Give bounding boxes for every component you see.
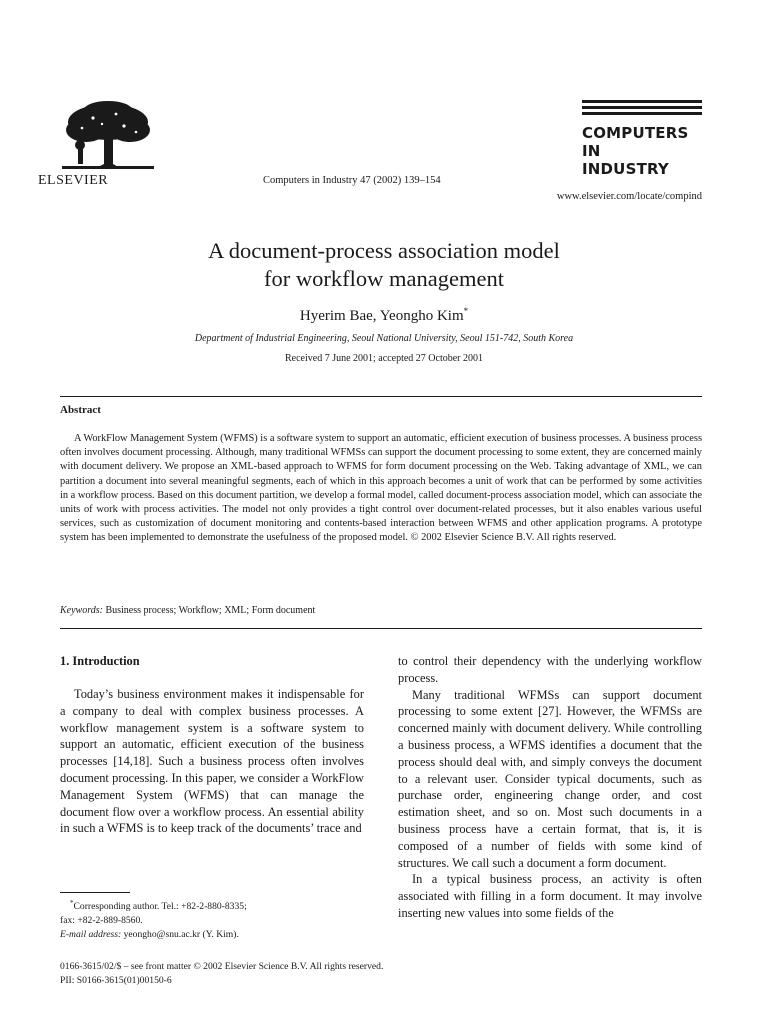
intro-paragraph-2: Many traditional WFMSs can support document processing to some extent [27]. However, the WFMSs are concerned mainly with document delivery. While controlling a business process, a WFMS identifies a document that the process should deal with, and simply conveys the document to a relevant user. Consider typical documents, such as purchase order, engineering change order, and cost estimation sheet, and so on. Most such documents in a business process have a certain format, that is, it is composed of a number of fields with some kind of structures. We call such a document a form document.	[398, 687, 702, 870]
intro-paragraph-3: In a typical business process, an activity is often associated with filling in a form document. It may involve inserting new values into some fields of the	[398, 872, 702, 920]
abstract-bottom-rule	[60, 628, 702, 629]
footnote	[60, 896, 370, 942]
footnote-email-value[interactable]: yeongho@snu.ac.kr (Y. Kim).	[123, 929, 239, 941]
right-column	[398, 653, 702, 922]
footnote-rule	[60, 892, 130, 893]
journal-rule-middle	[582, 106, 702, 109]
article-title-line1: A document-process association model	[208, 238, 560, 263]
keywords	[60, 605, 315, 616]
author-names: Hyerim Bae, Yeongho Kim	[299, 308, 464, 324]
front-matter-copyright: 0166-3615/02/$ – see front matter © 2002 Elsevier Science B.V. All rights reserved.	[60, 961, 384, 972]
footnote-fax: fax: +82-2-889-8560.	[60, 915, 143, 927]
intro-paragraph-1: Today’s business environment makes it indispensable for a company to deal with complex business processes. A workflow management system is a software system to support an automatic, efficient execution of the business processes [14,18]. Such a business process often involves document processing. In this paper, we consider a WorkFlow Management System (WFMS) that can manage the document flow over a workflow process. An essential ability in such a WFMS is to keep track of the documents’ trace and	[60, 687, 364, 836]
footnote-contact: Corresponding author. Tel.: +82-2-880-8335;	[73, 901, 247, 913]
article-title	[0, 237, 768, 293]
received-dates: Received 7 June 2001; accepted 27 October 2001	[285, 353, 483, 364]
article-authors	[0, 306, 768, 325]
footnote-mark: *	[70, 899, 74, 907]
front-matter-pii: PII: S0166-3615(01)00150-6	[60, 975, 172, 986]
footnote-line-1	[60, 896, 370, 914]
article-title-line2: for workflow management	[264, 266, 504, 291]
left-column	[60, 686, 364, 837]
elsevier-tree-logo	[58, 100, 158, 172]
journal-name-line2: INDUSTRY	[582, 160, 669, 178]
section-heading-introduction: 1. Introduction	[60, 654, 140, 668]
abstract-text: A WorkFlow Management System (WFMS) is a software system to support an automatic, efficient execution of business processes. A business process often involves document processing. Although, many traditional WFMSs can support the document processing to some extent, they are concerned mainly with document delivery. We propose an XML-based approach to WFMS for form document processing on the Web. Taking advantage of XML, we can partition a document into several meaningful segments, each of which in this approach becomes a unit of work that can be performed by some activities in a workflow process. Based on this document partition, we develop a formal model, called document-process association model, which can associate the units of work with process activities. The model not only provides a tight control over document-related processes, but it also enables various useful services, such as customization of document monitoring and contents-based interaction between WFMS and other application programs. A prototype system has been implemented to demonstrate the usefulness of the proposed model. © 2002 Elsevier Science B.V. All rights reserved.	[60, 433, 703, 544]
footnote-email	[60, 928, 370, 942]
publisher-name: ELSEVIER	[38, 173, 109, 188]
journal-name	[582, 124, 712, 178]
journal-rule-bottom	[582, 112, 702, 115]
journal-citation: Computers in Industry 47 (2002) 139–154	[263, 175, 441, 186]
keywords-label: Keywords:	[60, 605, 103, 616]
journal-url[interactable]: www.elsevier.com/locate/compind	[556, 191, 702, 202]
author-footnote-mark[interactable]: *	[463, 306, 469, 316]
front-matter	[60, 960, 383, 988]
journal-name-line1: COMPUTERS IN	[582, 124, 689, 160]
abstract-top-rule	[60, 396, 702, 397]
journal-rule-top	[582, 100, 702, 103]
author-affiliation: Department of Industrial Engineering, Seoul National University, Seoul 151-742, South Korea	[194, 333, 574, 344]
intro-paragraph-continuation: to control their dependency with the underlying workflow process.	[398, 654, 702, 685]
abstract-heading: Abstract	[60, 404, 101, 416]
keywords-text: Business process; Workflow; XML; Form document	[105, 605, 316, 616]
footnote-email-label: E-mail address:	[60, 929, 122, 941]
